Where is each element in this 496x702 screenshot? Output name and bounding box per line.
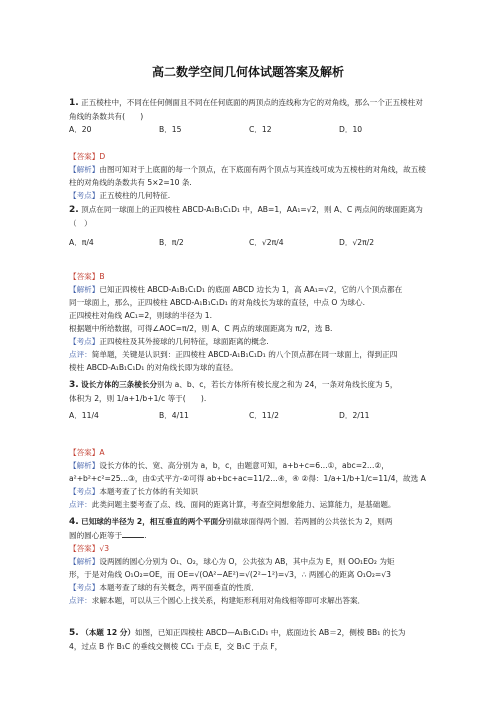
question-3-text: 3. 设长方体的三条棱长分别为 a、b、c，若长方体所有棱长度之和为 24，一条对角线长度为 5， <box>69 380 398 390</box>
option-b: B．π/2 <box>159 238 184 247</box>
question-3-text-2: 体积为 2，则 1/a+1/b+1/c 等于( ). <box>69 394 207 403</box>
analysis-2-line-3: 正四棱柱对角线 AC₁=2，则球的半径为 1. <box>69 311 212 320</box>
option-d: D．√2π/2 <box>339 238 375 247</box>
analysis-2-line-1: 已知正四棱柱 ABCD-A₁B₁C₁D₁ 的底面 ABCD 边长为 1，高 AA₁=√2，它的八个顶点都在 <box>99 285 403 294</box>
question-1-text: 1. 正五棱柱中，不同在任何侧面且不同在任何底面的两顶点的连线称为它的对角线，那么一个正五棱柱对角线的条数共有( ) <box>69 98 423 121</box>
question-2 <box>69 203 429 249</box>
question-4-text: 4. 已知球的半径为 2，相互垂直的两个平面分别截球面得两个圆．若两圆的公共弦长为 2，则两 <box>69 517 393 527</box>
point-2: 正四棱柱及其外接球的几何特征，球面距离的概念. <box>99 337 269 346</box>
question-2-text: 2. 顶点在同一球面上的正四棱柱 ABCD-A₁B₁C₁D₁ 中，AB=1，AA₁=√2，则 A、C 两点间的球面距离为（ ） <box>69 205 423 228</box>
answer-1: D <box>99 152 106 161</box>
question-3-options <box>69 409 429 422</box>
comment-3: 此类问题主要考查了点、线、面间的距离计算，考查空间想象能力、运算能力，是基础题。 <box>91 500 396 509</box>
point-3: 本题考查了长方体的有关知识 <box>99 487 199 496</box>
option-d: D．2/11 <box>339 411 370 420</box>
comment-2-line-1: 简单题，关键是认识到：正四棱柱 ABCD-A₁B₁C₁D₁ 的八个顶点都在同一球面上，得到正四 <box>91 350 398 359</box>
option-a: A．π/4 <box>69 238 94 247</box>
comment-4: 求解本题，可以从三个圆心上找关系，构建矩形利用对角线相等即可求解出答案． <box>91 596 366 605</box>
answer-4: √3 <box>99 544 110 553</box>
point-1: 正五棱柱的几何特征. <box>99 191 171 200</box>
analysis-1: 由图可知对于上底面的每一个顶点，在下底面有两个顶点与其连线可成为五棱柱的对角线，故五棱柱的对角线的条数共有 5×2=10 条. <box>69 165 426 187</box>
question-2-solution: 【答案】B 【解析】已知正四棱柱 ABCD-A₁B₁C₁D₁ 的底面 ABCD 边长为 1，高 AA₁=√2，它的八个顶点都在 同一球面上，那么，正四棱柱 ABCD-A₁B₁C₁D₁ 的对角线长为球的直径，中点 O 为球心. 正四棱柱对角线 AC₁=2，则球的半径为 1. 根据题中所给数据，可得∠AOC=π/2，则 A、C 两点的球面距离为 π/2，选 B. 【考点】正四棱柱及其外接球的几何特征，球面距离的概念. 点评：简单题，关键是认识到：正四棱柱 ABCD-A₁B₁C₁D₁ 的八个顶点都在同一球面上，得到正四 棱柱 ABCD-A₁B₁C₁D₁ 的对角线长即为球的直径。 <box>69 270 429 374</box>
page-title: 高二数学空间几何体试题答案及解析 <box>151 65 344 79</box>
question-1-options <box>69 123 429 136</box>
option-b: B．4/11 <box>159 411 189 420</box>
question-3-solution: 【答案】A 【解析】设长方体的长、宽、高分别为 a，b，c，由题意可知，a+b+c=6…①，abc=2…②， a²+b²+c²=25…③，由①式平方-②可得 ab+bc+ac=11/2…④，④ ②得：1/a+1/b+1/c=11/4，故选 A 【考点】本题考查了长方体的有关知识 点评：此类问题主要考查了点、线、面间的距离计算，考查空间想象能力、运算能力，是基础题。 <box>69 446 429 511</box>
analysis-4-line-2: 形，于是对角线 O₁O₂=OE，而 OE=√(OA²−AE²)=√(2²−1²)=√3，∴ 两圆心的距离 O₁O₂=√3 <box>69 570 391 579</box>
analysis-3-line-2: a²+b²+c²=25…③，由①式平方-②可得 ab+bc+ac=11/2…④，④ ②得：1/a+1/b+1/c=11/4，故选 A <box>69 474 426 483</box>
comment-2-line-2: 棱柱 ABCD-A₁B₁C₁D₁ 的对角线长即为球的直径。 <box>69 363 238 372</box>
analysis-4-line-1: 设两圆的圆心分别为 O₁、O₂，球心为 O，公共弦为 AB，其中点为 E，则 OO₁EO₂ 为矩 <box>99 557 395 566</box>
question-4: 4. 已知球的半径为 2，相互垂直的两个平面分别截球面得两个圆．若两圆的公共弦长为 2，则两 圆的圆心距等于 . 【答案】√3 【解析】设两圆的圆心分别为 O₁、O₂，球心为 O，公共弦为 AB，其中点为 E，则 OO₁EO₂ 为矩 形，于是对角线 O₁O₂=OE，而 OE=√(OA²−AE²)=√(2²−1²)=√3，∴ 两圆心的距离 O₁O₂=√3 【考点】本题考查了球的有关概念，两平面垂直的性质． 点评：求解本题，可以从三个圆心上找关系，构建矩形利用对角线相等即可求解出答案． <box>69 515 429 607</box>
option-c: C．√2π/4 <box>249 238 284 247</box>
question-4-text-2: 圆的圆心距等于 . <box>69 531 147 540</box>
analysis-3-line-1: 设长方体的长、宽、高分别为 a，b，c，由题意可知，a+b+c=6…①，abc=2…②， <box>99 461 389 470</box>
question-5-text: 5. （本题 12 分）如图，已知正四棱柱 ABCD—A₁B₁C₁D₁ 中，底面边长 AB＝2，侧棱 BB₁ 的长为 <box>69 628 406 638</box>
option-c: C．11/2 <box>249 411 279 420</box>
question-5 <box>69 626 429 653</box>
analysis-2-line-4: 根据题中所给数据，可得∠AOC=π/2，则 A、C 两点的球面距离为 π/2，选 B. <box>69 324 333 333</box>
option-c: C．12 <box>249 125 272 134</box>
answer-2: B <box>99 272 105 281</box>
option-a: A．20 <box>69 125 92 134</box>
option-d: D．10 <box>339 125 363 134</box>
point-4: 本题考查了球的有关概念，两平面垂直的性质． <box>99 583 259 592</box>
question-1-solution: 【答案】D 【解析】由图可知对于上底面的每一个顶点，在下底面有两个顶点与其连线可成为五棱柱的对角线，故五棱柱的对角线的条数共有 5×2=10 条. 【考点】正五棱柱的几何特征. <box>69 152 426 200</box>
answer-blank <box>122 529 144 538</box>
answer-3: A <box>99 448 105 457</box>
question-1 <box>69 96 429 136</box>
question-2-options <box>69 236 429 249</box>
analysis-2-line-2: 同一球面上，那么，正四棱柱 ABCD-A₁B₁C₁D₁ 的对角线长为球的直径，中点 O 为球心. <box>69 298 365 307</box>
option-b: B．15 <box>159 125 182 134</box>
question-1-number: 1. <box>69 98 79 108</box>
question-3 <box>69 378 429 422</box>
option-a: A．11/4 <box>69 411 99 420</box>
question-5-text-2: 4，过点 B 作 B₁C 的垂线交侧棱 CC₁ 于点 E，交 B₁C 于点 F， <box>69 642 283 651</box>
